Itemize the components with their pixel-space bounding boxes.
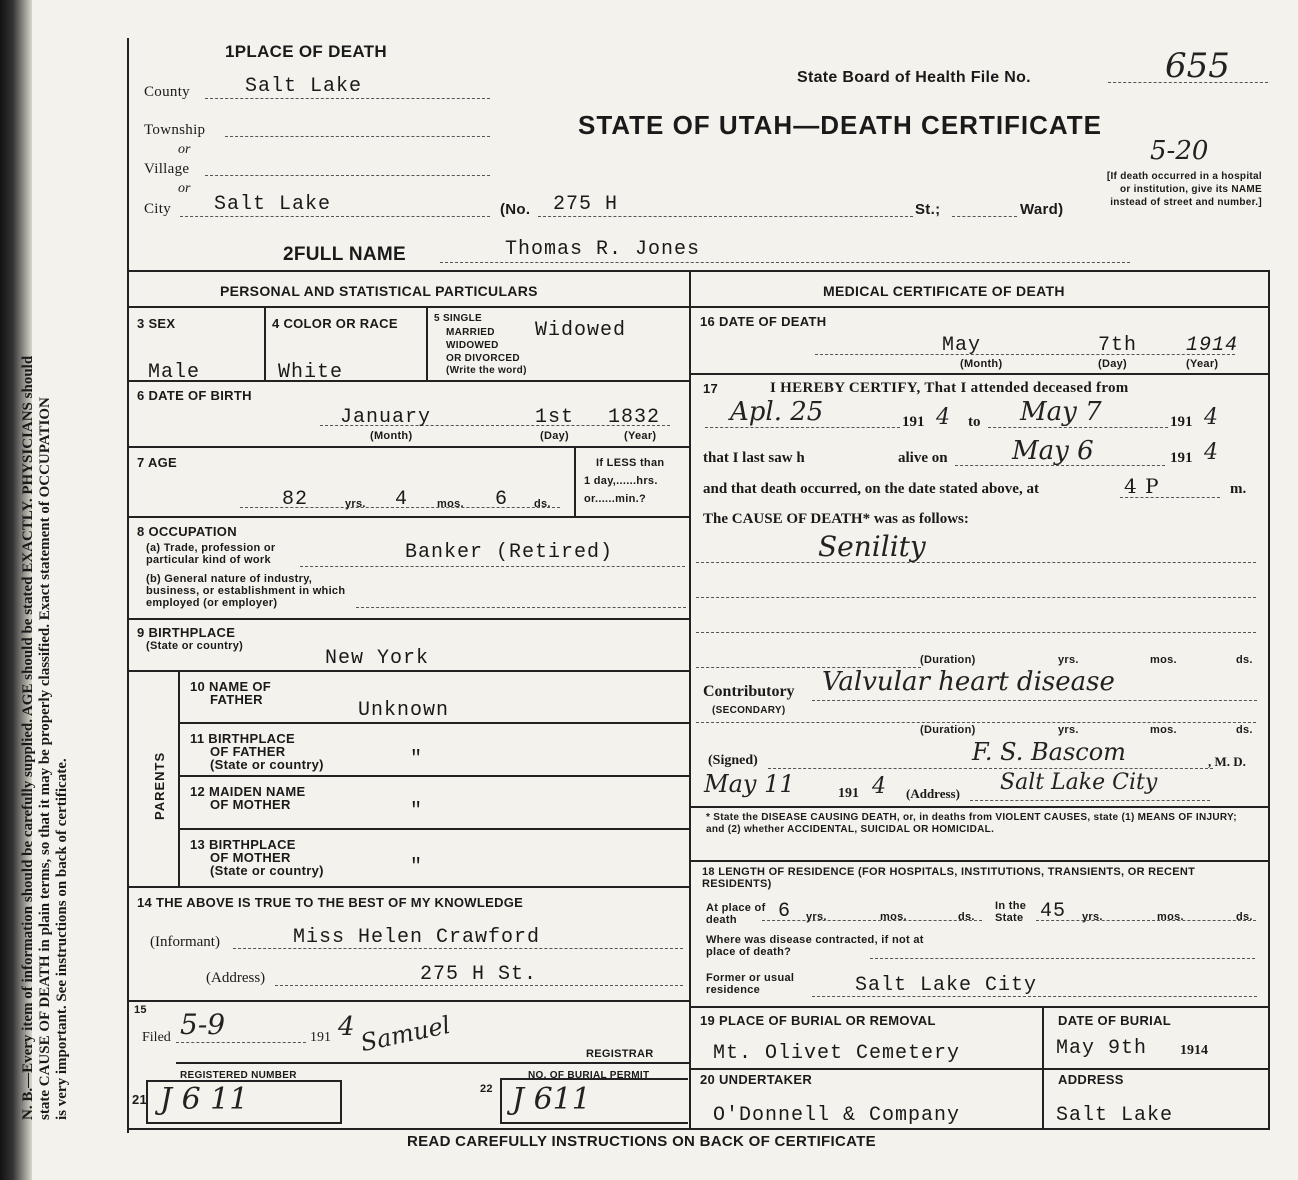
md-label: , M. D. bbox=[1208, 754, 1246, 769]
former-residence-label: Former or usual residence bbox=[706, 972, 795, 996]
parents-label: PARENTS bbox=[152, 751, 167, 820]
city-label: City bbox=[144, 201, 172, 217]
full-name-label: 2FULL NAME bbox=[283, 244, 406, 265]
contributory-line bbox=[812, 700, 1257, 701]
filed-line bbox=[176, 1042, 306, 1043]
father-name-label-1: 10 NAME OF bbox=[190, 679, 272, 694]
last-saw-label: that I last saw h bbox=[703, 450, 805, 466]
at-place-ds: ds. bbox=[958, 911, 975, 923]
rule-after-father bbox=[178, 722, 689, 724]
dod-year-caption: (Year) bbox=[1186, 358, 1219, 370]
township-label: Township bbox=[144, 122, 206, 138]
death-occurred-label: and that death occurred, on the date stated above, at bbox=[703, 481, 1039, 497]
hospital-note: [If death occurred in a hospital or institution, give its NAME instead of street and number.] bbox=[1106, 171, 1262, 208]
full-name-line bbox=[440, 262, 1130, 263]
mother-birthplace-label-1: 13 BIRTHPLACE bbox=[190, 837, 296, 852]
signed-label: (Signed) bbox=[708, 753, 758, 768]
bottom-rule bbox=[127, 1128, 1269, 1130]
duration-mos-1: mos. bbox=[1150, 654, 1177, 666]
former-residence-value: Salt Lake City bbox=[855, 974, 1038, 997]
in-state-ds: ds. bbox=[1236, 911, 1253, 923]
duration-yrs-2: yrs. bbox=[1058, 724, 1079, 736]
rule-after-dob bbox=[127, 446, 689, 448]
duration-mos-2: mos. bbox=[1150, 724, 1177, 736]
filed-value: 5-9 bbox=[180, 1008, 226, 1041]
signed-address-value: Salt Lake City bbox=[1000, 770, 1158, 795]
margin-line-2: state CAUSE OF DEATH in plain terms, so that it may be properly classified. Exact statement of OCCUPATION bbox=[37, 397, 53, 1120]
file-no-value: 655 bbox=[1165, 46, 1230, 86]
medical-title-rule bbox=[689, 306, 1269, 308]
undertaker-label: 20 UNDERTAKER bbox=[700, 1072, 813, 1087]
death-time: 4 P bbox=[1124, 474, 1160, 498]
father-name-value: Unknown bbox=[358, 699, 450, 722]
dob-year: 1832 bbox=[608, 406, 661, 429]
duration-yrs-1: yrs. bbox=[1058, 654, 1079, 666]
alive-on-label: alive on bbox=[898, 450, 948, 466]
signed-address-label: (Address) bbox=[906, 786, 960, 801]
full-name-value: Thomas R. Jones bbox=[505, 238, 701, 261]
rule-after-mother bbox=[178, 828, 689, 830]
signed-line bbox=[768, 768, 1213, 769]
in-state-mos: mos. bbox=[1157, 911, 1184, 923]
filed-label: Filed bbox=[142, 1030, 171, 1045]
street-no-value: 275 H bbox=[553, 193, 619, 216]
cause-line-2 bbox=[696, 597, 1256, 598]
duration-label-1: (Duration) bbox=[920, 654, 976, 666]
place-of-death-label: 1PLACE OF DEATH bbox=[225, 42, 387, 61]
city-line bbox=[180, 216, 490, 217]
contributory-line-2 bbox=[696, 722, 1256, 723]
in-state-line bbox=[1036, 920, 1256, 921]
rule-after-birthplace bbox=[127, 670, 689, 672]
burial-year-prefix: 1914 bbox=[1180, 1043, 1208, 1058]
burial-permit-value: J 611 bbox=[512, 1082, 591, 1117]
contracted-label: Where was disease contracted, if not at place of death? bbox=[706, 934, 924, 958]
village-line bbox=[205, 175, 490, 176]
at-place-mos: mos. bbox=[880, 911, 907, 923]
marital-value: Widowed bbox=[535, 319, 627, 342]
dod-line bbox=[815, 354, 1235, 355]
rule-after-sex bbox=[127, 380, 689, 382]
to-label: to bbox=[968, 414, 981, 430]
mother-birthplace-caption: (State or country) bbox=[210, 863, 324, 878]
secondary-number: 5-20 bbox=[1150, 136, 1209, 166]
parents-divider bbox=[178, 672, 180, 886]
duration-ds-1: ds. bbox=[1236, 654, 1253, 666]
certificate-title: STATE OF UTAH—DEATH CERTIFICATE bbox=[578, 110, 1102, 140]
frame-left bbox=[127, 38, 129, 1133]
dob-year-caption: (Year) bbox=[624, 430, 657, 442]
dod-day: 7th bbox=[1098, 334, 1138, 357]
certify-number: 17 bbox=[703, 381, 719, 396]
less-than-1: If LESS than bbox=[596, 457, 665, 469]
occupation-a-line bbox=[300, 566, 685, 567]
file-no-label: State Board of Health File No. bbox=[797, 69, 1031, 86]
registrar-label: REGISTRAR bbox=[586, 1048, 654, 1060]
county-value: Salt Lake bbox=[245, 75, 363, 98]
occupation-label: 8 OCCUPATION bbox=[137, 524, 237, 539]
age-label: 7 AGE bbox=[137, 455, 178, 470]
to-line bbox=[988, 427, 1168, 428]
in-state-years: 45 bbox=[1040, 900, 1067, 923]
age-divider bbox=[574, 446, 576, 516]
cause-line-3 bbox=[696, 632, 1256, 633]
marital-label-2: MARRIED bbox=[446, 327, 495, 338]
residence-label: 18 LENGTH OF RESIDENCE (FOR HOSPITALS, INSTITUTIONS, TRANSIENTS, OR RECENT RESIDENTS) bbox=[702, 866, 1196, 890]
race-label: 4 COLOR OR RACE bbox=[272, 316, 398, 331]
race-divider bbox=[426, 306, 428, 380]
dod-month: May bbox=[942, 334, 982, 357]
personal-section-title: PERSONAL AND STATISTICAL PARTICULARS bbox=[220, 283, 538, 299]
city-value: Salt Lake bbox=[214, 193, 332, 216]
margin-line-3: is very important. See instructions on back of certificate. bbox=[54, 758, 70, 1120]
burial-permit-label: NO. OF BURIAL PERMIT bbox=[528, 1070, 650, 1081]
mother-birthplace-label-2: OF MOTHER bbox=[210, 850, 291, 865]
duration-label-2: (Duration) bbox=[920, 724, 976, 736]
filed-year-prefix: 191 bbox=[310, 1030, 331, 1045]
township-line bbox=[225, 136, 490, 137]
mother-name-ditto: " bbox=[410, 800, 424, 823]
sex-divider bbox=[264, 306, 266, 380]
signed-year-prefix: 191 bbox=[838, 786, 859, 801]
undertaker-address-value: Salt Lake bbox=[1056, 1104, 1174, 1127]
rule-after-signed bbox=[689, 806, 1269, 808]
occupation-b: (b) General nature of industry, business, or establishment in which employed (or employer) bbox=[146, 573, 346, 609]
contracted-line bbox=[870, 958, 1255, 959]
marital-label-3: WIDOWED bbox=[446, 340, 499, 351]
county-label: County bbox=[144, 84, 190, 100]
dod-year: 1914 bbox=[1186, 334, 1239, 357]
marital-label-1: 5 SINGLE bbox=[434, 313, 482, 324]
rule-after-dod bbox=[689, 373, 1269, 375]
or-label-2: or bbox=[178, 181, 191, 196]
registered-number-value: J 6 11 bbox=[160, 1082, 249, 1117]
informant-label: (Informant) bbox=[150, 934, 220, 950]
personal-title-rule bbox=[127, 306, 689, 308]
dod-day-caption: (Day) bbox=[1098, 358, 1128, 370]
birthplace-caption: (State or country) bbox=[146, 640, 244, 652]
cause-value: Senility bbox=[818, 530, 926, 563]
occupation-value: Banker (Retired) bbox=[405, 541, 614, 564]
sex-value: Male bbox=[148, 361, 201, 384]
registrar-signature: Samuel bbox=[358, 1010, 453, 1058]
to-year: 4 bbox=[1204, 405, 1218, 430]
father-birthplace-caption: (State or country) bbox=[210, 757, 324, 772]
sex-label: 3 SEX bbox=[137, 316, 176, 331]
or-label-1: or bbox=[178, 142, 191, 157]
ward-label: Ward) bbox=[1020, 201, 1064, 218]
dod-label: 16 DATE OF DEATH bbox=[700, 314, 827, 329]
registered-number-prefix: 21 bbox=[132, 1092, 148, 1107]
signed-date: May 11 bbox=[704, 770, 795, 798]
from-year-prefix: 191 bbox=[902, 414, 925, 430]
at-place-yrs: yrs. bbox=[806, 911, 827, 923]
signed-value: F. S. Bascom bbox=[972, 738, 1126, 766]
rule-after-footnote bbox=[689, 860, 1269, 862]
dob-label: 6 DATE OF BIRTH bbox=[137, 388, 252, 403]
to-value: May 7 bbox=[1020, 397, 1102, 427]
undertaker-address-label: ADDRESS bbox=[1058, 1072, 1124, 1087]
duration-ds-2: ds. bbox=[1236, 724, 1253, 736]
age-mos-caption: mos. bbox=[437, 498, 464, 510]
mother-name-label-2: OF MOTHER bbox=[210, 797, 291, 812]
undertaker-value: O'Donnell & Company bbox=[713, 1104, 961, 1127]
cause-line-1 bbox=[696, 562, 1256, 563]
age-yrs-caption: yrs. bbox=[345, 498, 366, 510]
father-birthplace-label-2: OF FATHER bbox=[210, 744, 286, 759]
signed-year: 4 bbox=[872, 774, 886, 799]
birthplace-label: 9 BIRTHPLACE bbox=[137, 625, 236, 640]
informant-address-value: 275 H St. bbox=[420, 963, 538, 986]
cause-label: The CAUSE OF DEATH* was as follows: bbox=[703, 511, 969, 527]
secondary-label: (SECONDARY) bbox=[712, 705, 786, 716]
burial-place-value: Mt. Olivet Cemetery bbox=[713, 1042, 961, 1065]
true-statement-label: 14 THE ABOVE IS TRUE TO THE BEST OF MY KNOWLEDGE bbox=[137, 895, 524, 910]
filed-year-suffix: 4 bbox=[338, 1012, 355, 1042]
occupation-b-line bbox=[356, 607, 686, 608]
at-place-years: 6 bbox=[778, 900, 792, 923]
burial-divider bbox=[1042, 1006, 1044, 1128]
cause-footnote: * State the DISEASE CAUSING DEATH, or, in deaths from VIOLENT CAUSES, state (1) MEANS OF INJURY; and (2) whether ACCIDENTAL, SUICIDAL OR HOMICIDAL. bbox=[706, 812, 1237, 835]
dob-day: 1st bbox=[535, 406, 575, 429]
rule-after-age bbox=[127, 516, 689, 518]
age-days: 6 bbox=[495, 488, 509, 511]
dob-month: January bbox=[340, 406, 432, 429]
margin-line-1: N. B.—Every item of information should be carefully supplied. AGE should be stated EXACTLY. PHYSICIANS should bbox=[20, 355, 36, 1120]
from-value: Apl. 25 bbox=[730, 397, 824, 427]
registered-number-label: REGISTERED NUMBER bbox=[180, 1070, 297, 1081]
contributory-value: Valvular heart disease bbox=[822, 667, 1115, 697]
less-than-3: or......min.? bbox=[584, 493, 646, 505]
age-ds-caption: ds. bbox=[534, 498, 551, 510]
center-divider bbox=[689, 272, 691, 1130]
to-year-prefix: 191 bbox=[1170, 414, 1193, 430]
mother-name-label-1: 12 MAIDEN NAME bbox=[190, 784, 306, 799]
marital-label-5: (Write the word) bbox=[446, 365, 527, 376]
burial-date-label: DATE OF BURIAL bbox=[1058, 1013, 1172, 1028]
father-birthplace-ditto: " bbox=[410, 748, 424, 771]
at-place-label: At place of death bbox=[706, 902, 766, 926]
last-saw-year: 4 bbox=[1204, 440, 1218, 465]
county-line bbox=[205, 98, 490, 99]
marital-label-4: OR DIVORCED bbox=[446, 353, 520, 364]
street-no-label: (No. bbox=[500, 201, 531, 218]
signed-address-line bbox=[970, 800, 1210, 801]
rule-after-burial bbox=[689, 1068, 1269, 1070]
contributory-label: Contributory bbox=[703, 683, 795, 700]
less-than-2: 1 day,......hrs. bbox=[584, 475, 658, 487]
in-state-label: In the State bbox=[995, 900, 1027, 924]
rule-registrar bbox=[176, 1062, 689, 1064]
last-saw-value: May 6 bbox=[1012, 436, 1094, 466]
informant-address-label: (Address) bbox=[206, 970, 266, 986]
street-no-line bbox=[538, 216, 913, 217]
rule-after-father-birthplace bbox=[178, 775, 689, 777]
filed-number: 15 bbox=[134, 1004, 147, 1016]
rule-after-mother-birthplace bbox=[127, 886, 689, 888]
from-line bbox=[705, 427, 900, 428]
age-months: 4 bbox=[395, 488, 409, 511]
birthplace-value: New York bbox=[325, 647, 430, 670]
certify-text: I HEREBY CERTIFY, That I attended deceased from bbox=[770, 380, 1129, 396]
burial-place-label: 19 PLACE OF BURIAL OR REMOVAL bbox=[700, 1013, 936, 1028]
last-saw-year-prefix: 191 bbox=[1170, 450, 1193, 466]
dod-month-caption: (Month) bbox=[960, 358, 1003, 370]
at-place-line bbox=[762, 920, 982, 921]
top-rule bbox=[127, 270, 1269, 272]
village-label: Village bbox=[144, 161, 190, 177]
rule-after-occupation bbox=[127, 618, 689, 620]
race-value: White bbox=[278, 361, 344, 384]
occupation-a: (a) Trade, profession or particular kind of work bbox=[146, 542, 276, 566]
burial-date-value: May 9th bbox=[1056, 1037, 1148, 1060]
rule-after-residence bbox=[689, 1006, 1269, 1008]
in-state-yrs: yrs. bbox=[1082, 911, 1103, 923]
informant-value: Miss Helen Crawford bbox=[293, 926, 541, 949]
rule-after-informant bbox=[127, 1000, 689, 1002]
death-time-m: m. bbox=[1230, 481, 1247, 497]
from-year: 4 bbox=[936, 405, 950, 430]
mother-birthplace-ditto: " bbox=[410, 856, 424, 879]
dob-month-caption: (Month) bbox=[370, 430, 413, 442]
footer-instructions: READ CAREFULLY INSTRUCTIONS ON BACK OF CERTIFICATE bbox=[407, 1133, 876, 1150]
medical-section-title: MEDICAL CERTIFICATE OF DEATH bbox=[823, 283, 1065, 299]
age-years: 82 bbox=[282, 488, 309, 511]
dob-day-caption: (Day) bbox=[540, 430, 570, 442]
father-birthplace-label-1: 11 BIRTHPLACE bbox=[190, 731, 296, 746]
ward-line bbox=[952, 216, 1017, 217]
frame-right bbox=[1268, 270, 1270, 1130]
margin-instructions bbox=[20, 60, 71, 1120]
father-name-label-2: FATHER bbox=[210, 692, 263, 707]
burial-permit-prefix: 22 bbox=[480, 1083, 493, 1095]
street-label: St.; bbox=[915, 201, 941, 218]
